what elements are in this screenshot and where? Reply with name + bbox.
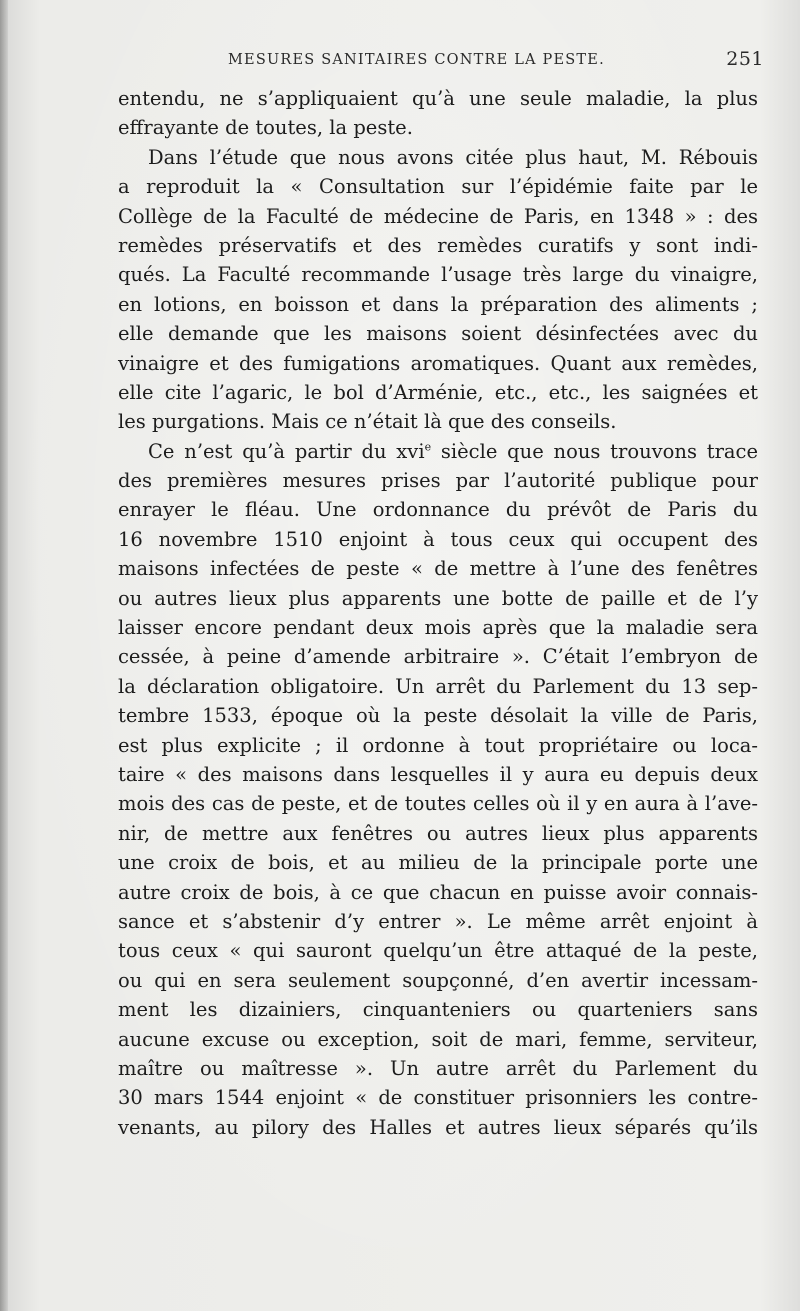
text-line: Dans l’étude que nous avons citée plus haut, M. Rébouis (148, 145, 758, 169)
text-line: enrayer le fléau. Une ordonnance du prévôt de Paris du (118, 498, 758, 522)
text-line: effrayante de toutes, la peste. (118, 116, 413, 140)
text-line: qués. La Faculté recommande l’usage très large du vinaigre, (118, 263, 758, 287)
text-line: tous ceux « qui sauront quelqu’un être attaqué de la peste, (118, 939, 758, 963)
text-line: cessée, à peine d’amende arbitraire ». C’était l’embryon de (118, 645, 758, 669)
text-line: est plus explicite ; il ordonne à tout propriétaire ou loca- (118, 733, 758, 757)
text-line: vinaigre et des fumigations aromatiques. Quant aux remèdes, (118, 351, 758, 375)
text-line: aucune excuse ou exception, soit de mari, femme, serviteur, (118, 1027, 758, 1051)
text-line: nir, de mettre aux fenêtres ou autres lieux plus apparents (118, 821, 758, 845)
text-line: elle cite l’agaric, le bol d’Arménie, etc., etc., les saignées et (118, 380, 758, 404)
text-line: elle demande que les maisons soient désinfectées avec du (118, 322, 758, 346)
text-line: taire « des maisons dans lesquelles il y aura eu depuis deux (118, 762, 758, 786)
running-head (228, 50, 764, 76)
text-line: remèdes préservatifs et des remèdes curatifs y sont indi- (118, 233, 758, 257)
page-binding-edge (0, 0, 8, 1311)
page-number: 251 (726, 48, 764, 70)
text-line: tembre 1533, époque où la peste désolait la ville de Paris, (118, 704, 758, 728)
text-line: en lotions, en boisson et dans la préparation des aliments ; (118, 292, 758, 316)
century-superscript: e (424, 440, 432, 454)
text-line: autre croix de bois, à ce que chacun en puisse avoir connais- (118, 880, 758, 904)
text-line: maître ou maîtresse ». Un autre arrêt du Parlement du (118, 1056, 758, 1080)
text-line: ou qui en sera seulement soupçonné, d’en avertir incessam- (118, 968, 758, 992)
body-text (118, 84, 758, 1142)
text-line: ment les dizainiers, cinquanteniers ou quarteniers sans (118, 998, 758, 1022)
text-line: maisons infectées de peste « de mettre à l’une des fenêtres (118, 557, 758, 581)
text-line: laisser encore pendant deux mois après que la maladie sera (118, 616, 758, 640)
text-line: les purgations. Mais ce n’était là que des conseils. (118, 410, 617, 434)
text-line: des premières mesures prises par l’autorité publique pour (118, 469, 758, 493)
text-line: a reproduit la « Consultation sur l’épidémie faite par le (118, 175, 758, 199)
text-line: la déclaration obligatoire. Un arrêt du Parlement du 13 sep- (118, 674, 758, 698)
text-line: entendu, ne s’appliquaient qu’à une seule maladie, la plus (118, 87, 758, 110)
running-title: MESURES SANITAIRES CONTRE LA PESTE. (228, 52, 605, 68)
text-line: ou autres lieux plus apparents une botte de paille et de l’y (118, 586, 758, 610)
text-line: 30 mars 1544 enjoint « de constituer prisonniers les contre- (118, 1086, 758, 1110)
text-line: mois des cas de peste, et de toutes celles où il y en aura à l’ave- (118, 792, 758, 816)
text-line: Ce n’est qu’à partir du xvi$^e$ siècle que nous trouvons trace (148, 439, 758, 463)
text-line: Collège de la Faculté de médecine de Paris, en 1348 » : des (118, 204, 758, 228)
text-line: sance et s’abstenir d’y entrer ». Le même arrêt enjoint à (118, 909, 758, 933)
text-line: 16 novembre 1510 enjoint à tous ceux qui occupent des (118, 527, 758, 551)
text-line: une croix de bois, et au milieu de la principale porte une (118, 851, 758, 875)
text-line: venants, au pilory des Halles et autres lieux séparés qu’ils (118, 1115, 758, 1139)
